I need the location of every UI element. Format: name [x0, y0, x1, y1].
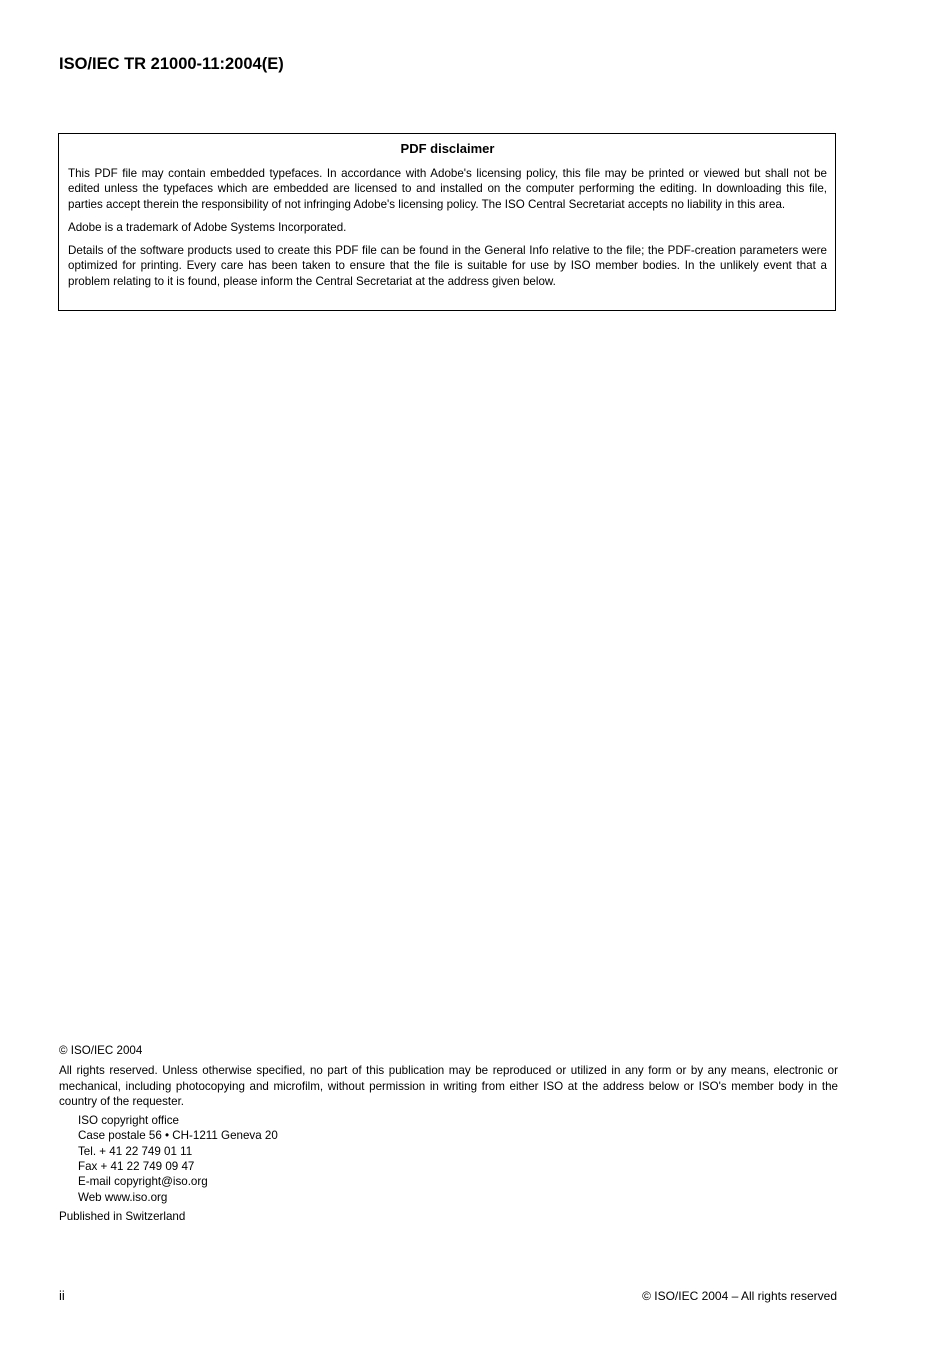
disclaimer-paragraph: Details of the software products used to create this PDF file can be found in the General Info relative to the file; the PDF-creation parameters were optimized for printing. Every care has been taken to ensure that the file is suitable for use by ISO member bodies. In the unlikely event that a problem relating to it is found, please inform the Central Secretariat at the address given below.	[68, 244, 827, 288]
address-line: E-mail copyright@iso.org	[78, 1175, 208, 1189]
address-line: Fax + 41 22 749 09 47	[78, 1160, 195, 1174]
copyright-block	[59, 1043, 838, 1224]
address-line: Tel. + 41 22 749 01 11	[78, 1144, 193, 1158]
iso-address	[59, 1113, 838, 1205]
page-number: ii	[59, 1288, 65, 1303]
disclaimer-paragraph: Adobe is a trademark of Adobe Systems Incorporated.	[68, 220, 347, 234]
footer-copyright: © ISO/IEC 2004 – All rights reserved	[642, 1289, 837, 1303]
address-line: Web www.iso.org	[78, 1190, 168, 1204]
disclaimer-title: PDF disclaimer	[400, 141, 495, 156]
disclaimer-paragraph: This PDF file may contain embedded typefaces. In accordance with Adobe's licensing policy, this file may be printed or viewed but shall not be edited unless the typefaces which are embedded are licensed to and installed on the computer performing the editing. In downloading this file, parties accept therein the responsibility of not infringing Adobe's licensing policy. The ISO Central Secretariat accepts no liability in this area.	[68, 167, 827, 211]
copyright-notice: © ISO/IEC 2004	[59, 1044, 143, 1057]
address-line: ISO copyright office	[78, 1114, 179, 1128]
published-location: Published in Switzerland	[59, 1209, 186, 1223]
pdf-disclaimer-box	[58, 133, 836, 311]
document-id: ISO/IEC TR 21000-11:2004(E)	[59, 55, 284, 73]
rights-statement: All rights reserved. Unless otherwise specified, no part of this publication may be reproduced or utilized in any form or by any means, electronic or mechanical, including photocopying and microfilm, without permission in writing from either ISO at the address below or ISO's member body in the country of the requester.	[59, 1064, 838, 1108]
address-line: Case postale 56 • CH-1211 Geneva 20	[78, 1129, 278, 1143]
